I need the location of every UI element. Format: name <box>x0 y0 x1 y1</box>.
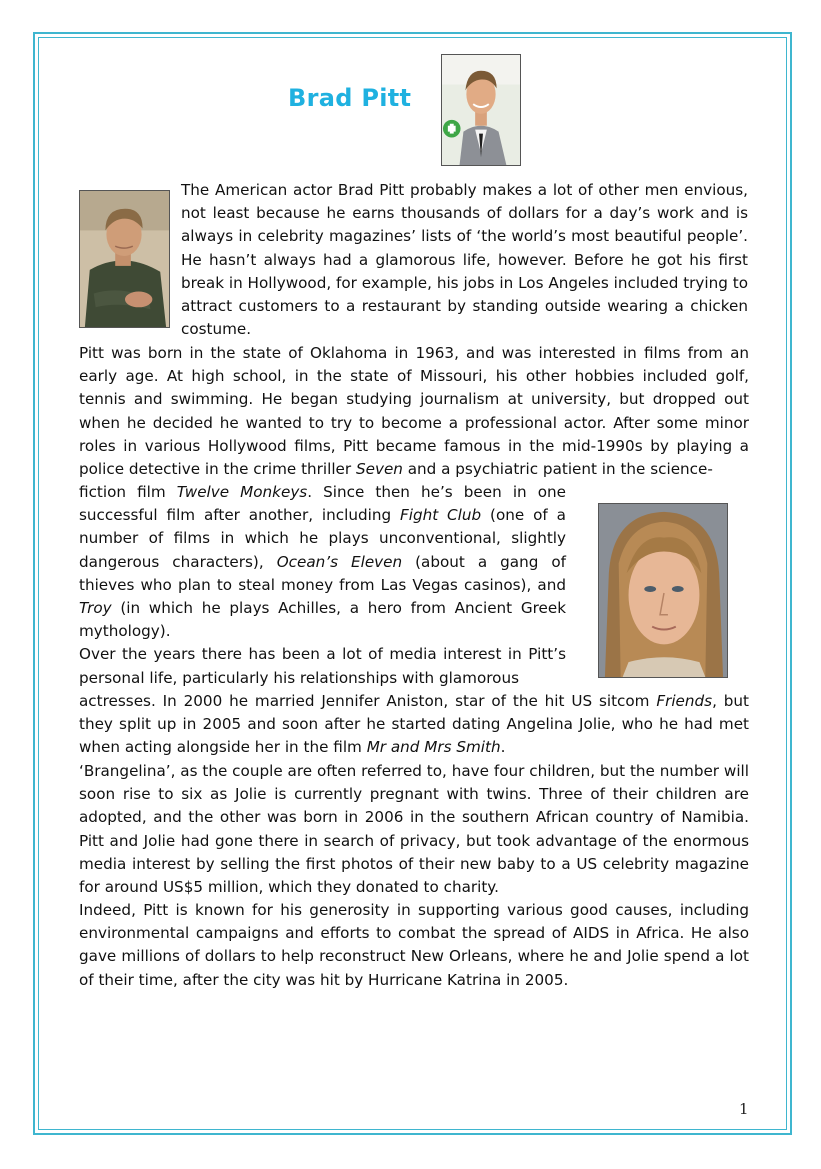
page-number: 1 <box>739 1100 749 1118</box>
show-title: Friends <box>656 692 713 710</box>
paragraph-text: . Since then he’s been in one successful film after another, including <box>79 483 566 525</box>
paragraph-text: Pitt was born in the state of Oklahoma in 1963, and was interested in films from an early age. At high school, in the state of Missouri, his other hobbies included golf, tennis and swimming. He began studying journalism at university, but dropped out when he decided he wanted to try to become a professional actor. After some minor roles in various Hollywood films, Pitt became famous in the mid-1990s by playing a police detective in the crime thriller <box>79 344 749 479</box>
film-title: Fight Club <box>399 506 482 525</box>
paragraph-charity: Indeed, Pitt is known for his generosity in supporting various good causes, including environmental campaigns and efforts to combat the spread of AIDS in Africa. He also gave millions of dollars to help reconstruct New Orleans, where he and Jolie spend a lot of their time, after the city was hit by Hurricane Katrina in 2005. <box>79 901 749 989</box>
film-title: Seven <box>355 460 403 479</box>
paragraph-text: and a psychiatric patient in the science- <box>402 460 713 479</box>
intro-paragraph: The American actor Brad Pitt probably makes a lot of other men envious, not least because he earns thousands of dollars for a day’s work and is always in celebrity magazines’ lists of ‘the world’s most beautiful people’. He hasn’t always had a glamorous life, however. Before he got his first break in Hollywood, for example, his jobs in Los Angeles included trying to attract customers to a restaurant by standing outside wearing a chicken costume. <box>181 181 748 339</box>
film-title: Troy <box>79 599 112 618</box>
paragraph-early-life <box>79 342 749 481</box>
paragraph-text: . <box>500 738 506 757</box>
paragraph-text: Over the years there has been a lot of media interest in Pitt’s personal life, particularly his relationships with glamorous <box>79 645 566 687</box>
paragraph-text: actresses. In 2000 he married Jennifer Aniston, star of the hit US sitcom <box>79 692 657 710</box>
film-title: Mr and Mrs Smith <box>366 738 501 757</box>
paragraph-brangelina: ‘Brangelina’, as the couple are often referred to, have four children, but the number will soon rise to six as Jolie is currently pregnant with twins. Three of their children are adopted, and the other was born in 2006 in the southern African country of Namibia. Pitt and Jolie had gone there in search of privacy, but took advantage of the enormous media interest by selling the first photos of their new baby to a US celebrity magazine for around US$5 million, which they donated to charity. <box>79 762 749 897</box>
actor-photo-portrait <box>598 503 728 678</box>
paragraph-films <box>79 481 566 690</box>
paragraph-text: (about a gang of thieves who plan to steal money from Las Vegas casinos), and <box>79 552 567 594</box>
film-title: Twelve Monkeys <box>176 483 308 501</box>
actor-photo-top <box>441 54 521 166</box>
paragraph-text: (one of a number of films in which he plays unconventional, slightly dangerous characters), <box>79 506 566 571</box>
paragraph-relationships <box>79 690 749 760</box>
actor-photo-left <box>79 190 170 328</box>
page-title: Brad Pitt <box>288 84 412 112</box>
film-title: Ocean’s Eleven <box>276 552 403 571</box>
paragraph-text: fiction film <box>79 483 177 501</box>
paragraph-text: , but they split up in 2005 and soon after he started dating Angelina Jolie, who he had met when acting alongside her in the film <box>79 692 749 757</box>
paragraph-text: (in which he plays Achilles, a hero from Ancient Greek mythology). <box>79 599 566 641</box>
